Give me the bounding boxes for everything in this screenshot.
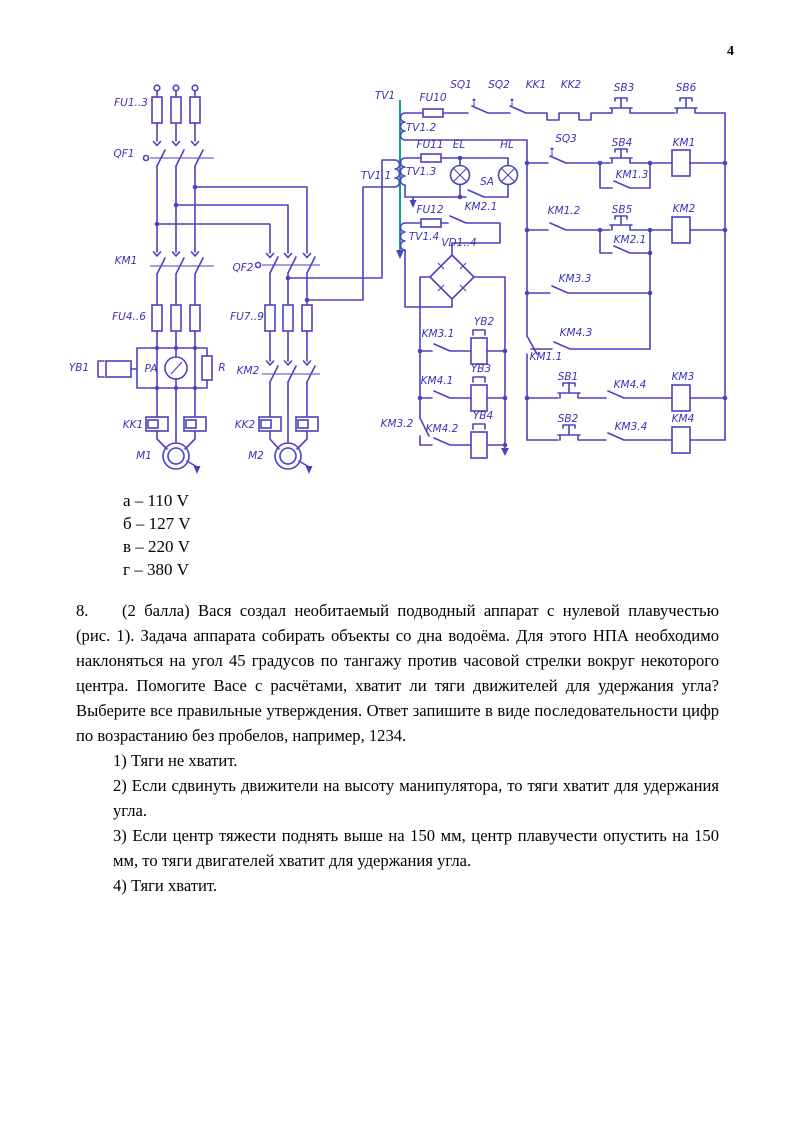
circuit-diagram	[0, 0, 794, 482]
statement-3: 3) Если центр тяжести поднять выше на 150 мм, центр плавучести опустить на 150 мм, то тяги двигателей хватит для удержания угла.	[113, 826, 719, 870]
answer-options	[123, 489, 191, 581]
schematic-label: KM1.1	[529, 351, 563, 363]
schematic-label: TV1.4	[408, 231, 440, 243]
option-v: в – 220 V	[123, 537, 191, 556]
brake-coil-yb3	[471, 385, 487, 411]
start-button-sb4	[610, 149, 672, 163]
motor-m1	[163, 443, 189, 469]
winding-tv1-1	[395, 160, 400, 187]
coil-km2	[672, 217, 690, 243]
schematic-label: KM4.1	[420, 375, 454, 387]
stop-button-sb6	[675, 98, 725, 113]
schematic-label: M1	[136, 450, 152, 462]
schematic-label: R	[218, 362, 226, 374]
contact-km4-4	[608, 391, 672, 398]
button-sb1	[558, 383, 606, 398]
thermal-contact-kk2	[565, 113, 609, 120]
schematic-label: KM1.3	[615, 169, 649, 181]
contact-km3-3	[527, 286, 650, 293]
schematic-label: SQ2	[488, 79, 510, 91]
schematic-label: SB5	[611, 204, 633, 216]
contact-km2-1-brake	[441, 216, 500, 255]
thermal-contact-kk1	[542, 113, 565, 120]
schematic-label: KK1	[122, 419, 144, 431]
schematic-label: KM2.1	[464, 201, 498, 213]
fuse-fu7-9	[265, 305, 312, 331]
lamp-el	[451, 166, 470, 185]
schematic-label: QF1	[113, 148, 135, 160]
limit-switch-sq2	[510, 106, 542, 113]
terminal	[154, 85, 160, 91]
page-number: 4	[727, 44, 734, 59]
schematic-label: KK2	[234, 419, 256, 431]
schematic-label: PA	[144, 363, 158, 375]
schematic-label: KM1	[672, 137, 696, 149]
contact-km4-3	[531, 342, 650, 349]
lamp-hl	[499, 166, 518, 185]
coil-km1	[672, 150, 690, 176]
schematic-label: KM4	[671, 413, 695, 425]
motor-m2	[275, 443, 301, 469]
schematic-label: KM2.1	[613, 234, 647, 246]
fuse-fu12	[421, 219, 441, 227]
brake-coil-yb1	[106, 361, 131, 377]
breaker-qf2	[256, 257, 321, 273]
stop-button-sb3	[609, 98, 675, 113]
circuit-svg	[0, 0, 794, 482]
schematic-label: KM4.2	[425, 423, 459, 435]
schematic-label: YB1	[68, 362, 90, 374]
question-block	[76, 598, 719, 898]
statement-4: 4) Тяги хватит.	[113, 876, 218, 895]
schematic-label: FU11	[416, 139, 444, 151]
junction-dots	[155, 156, 728, 448]
schematic-label: FU7..9	[230, 311, 264, 323]
brake-coil-yb4	[471, 432, 487, 458]
schematic-label: HL	[500, 139, 514, 151]
schematic-label: FU1..3	[114, 97, 148, 109]
contact-km3-1	[420, 344, 505, 351]
contact-km4-1	[420, 391, 505, 398]
fuse-fu4-6	[152, 305, 200, 331]
winding-tv1-2	[401, 113, 406, 140]
schematic-label: KM3	[671, 371, 695, 383]
schematic-label: FU4..6	[112, 311, 146, 323]
breaker-qf1	[144, 150, 215, 166]
schematic-label: KM4.4	[613, 379, 647, 391]
schematic-label: YB3	[470, 363, 492, 375]
schematic-label: KK2	[560, 79, 582, 91]
winding-tv1-4	[401, 223, 406, 250]
schematic-label: VD1..4	[441, 237, 477, 249]
schematic-label: KM3.1	[421, 328, 455, 340]
schematic-label: TV1	[374, 90, 396, 102]
schematic-label: SQ1	[450, 79, 472, 91]
schematic-label: SB3	[613, 82, 635, 94]
schematic-label: M2	[248, 450, 264, 462]
schematic-label: KM2	[672, 203, 696, 215]
option-b: б – 127 V	[123, 514, 191, 533]
schematic-label: KM1.2	[547, 205, 581, 217]
winding-tv1-3	[401, 158, 406, 185]
schematic-label: SB2	[557, 413, 579, 425]
schematic-label: SB6	[675, 82, 697, 94]
fuse-fu1-3	[152, 97, 200, 123]
brake-coil-yb2	[471, 338, 487, 364]
schematic-label: QF2	[232, 262, 254, 274]
statement-1: 1) Тяги не хватит.	[113, 751, 238, 770]
schematic-label: YB2	[473, 316, 495, 328]
contactor-km1-main	[150, 258, 214, 274]
coil-km3	[672, 385, 690, 411]
question-body: (2 балла) Вася создал необитаемый подводный аппарат с нулевой плавучестью (рис. 1). Задача аппарата собирать объекты со дна водоёма. Для этого НПА необходимо наклоняться на угол 45 градусов по тангажу против часовой стрелки вокруг некоторого центра. Помогите Васе с расчётами, хватит ли тяги движителей для удержания угла? Выберите все правильные утверждения. Ответ запишите в виде последовательности цифр по возрастанию без пробелов, например, 1234.	[76, 601, 719, 745]
schematic-label: KM3.3	[558, 273, 592, 285]
coil-km4	[672, 427, 690, 453]
schematic-label: KM3.4	[614, 421, 648, 433]
schematic-label: KM1	[114, 255, 138, 267]
schematic-label: KM4.3	[559, 327, 593, 339]
fuse-fu11	[421, 154, 441, 162]
contact-km4-2	[420, 438, 505, 445]
terminal	[192, 85, 198, 91]
start-button-sb5	[610, 216, 672, 230]
schematic-label: SB1	[557, 371, 579, 383]
schematic-label: SB4	[611, 137, 633, 149]
contact-km3-2	[420, 277, 430, 445]
schematic-label: FU10	[419, 92, 447, 104]
option-a: а – 110 V	[123, 491, 189, 510]
terminal	[173, 85, 179, 91]
schematic-label: TV1.1	[360, 170, 392, 182]
question-number: 8.	[76, 601, 89, 620]
ground-arrow	[194, 466, 201, 474]
schematic-label: TV1.2	[405, 122, 437, 134]
schematic-label: EL	[452, 139, 466, 151]
resistor-r	[202, 356, 212, 380]
question-paragraph	[76, 598, 719, 748]
fuse-fu10	[423, 109, 443, 117]
contact-km3-4	[608, 433, 672, 440]
schematic-label: KM3.2	[380, 418, 414, 430]
schematic-label: YB4	[472, 410, 494, 422]
schematic-label: FU12	[416, 204, 444, 216]
schematic-label: SA	[480, 176, 494, 188]
schematic-label: KM2	[236, 365, 260, 377]
schematic-label: KK1	[525, 79, 547, 91]
bridge-vd1-4	[430, 255, 474, 299]
button-sb2	[558, 425, 606, 440]
option-g: г – 380 V	[123, 560, 189, 579]
statement-2: 2) Если сдвинуть движители на высоту манипулятора, то тяги хватит для удержания угла.	[113, 776, 719, 820]
schematic-label: SQ3	[555, 133, 577, 145]
contactor-km2-main	[262, 366, 320, 382]
limit-switch-sq1	[472, 106, 510, 113]
schematic-label: TV1.3	[405, 166, 437, 178]
